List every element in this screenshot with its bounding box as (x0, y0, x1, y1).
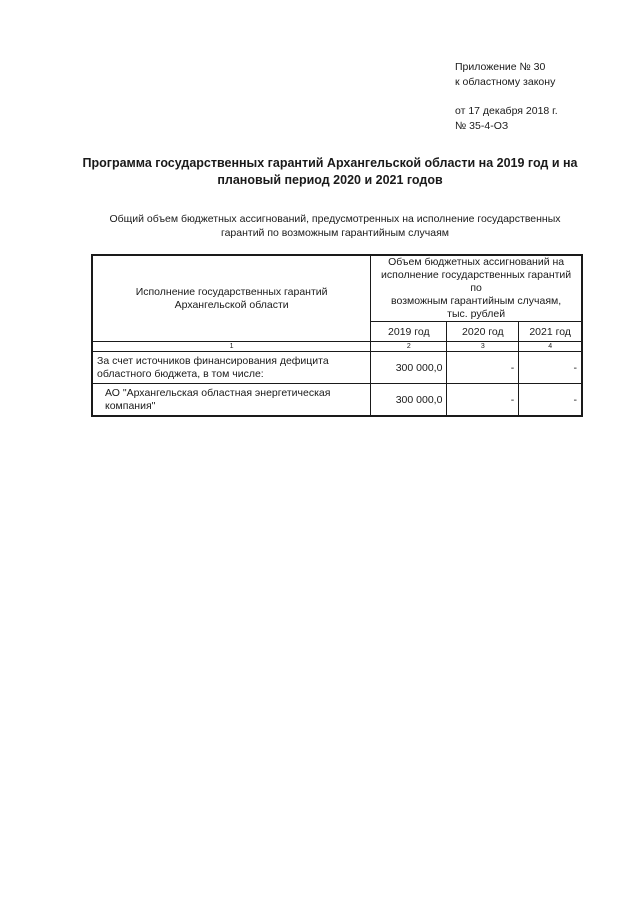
year-2020: 2020 год (447, 322, 519, 342)
row-name-line: За счет источников финансирования дефицита (97, 354, 329, 367)
value-2019: 300 000,0 (371, 352, 447, 384)
appendix-date: от 17 декабря 2018 г. (455, 105, 558, 117)
header-text: возможным гарантийным случаям, (391, 295, 562, 307)
column-number: 1 (92, 342, 371, 352)
year-2019: 2019 год (371, 322, 447, 342)
table-caption (95, 212, 575, 240)
guarantees-table (91, 254, 583, 417)
value-2020: - (447, 352, 519, 384)
value-2021: - (519, 352, 582, 384)
title-line: Программа государственных гарантий Архангельской области на 2019 год и на (82, 156, 578, 170)
table-row (92, 352, 582, 384)
value-2020: - (447, 384, 519, 417)
header-text: Архангельской области (174, 298, 289, 311)
table-row (92, 384, 582, 417)
document-title (80, 155, 580, 189)
column-number: 4 (519, 342, 582, 352)
row-name-line: компания" (105, 399, 156, 412)
caption-line: гарантий по возможным гарантийным случаям (220, 227, 450, 239)
value-2019: 300 000,0 (371, 384, 447, 417)
column-numbers-row (92, 342, 582, 352)
appendix-gap (455, 90, 558, 104)
row-name (92, 384, 371, 417)
appendix-line: Приложение № 30 (455, 61, 546, 73)
row-name (92, 352, 371, 384)
table-header-row (92, 255, 582, 322)
header-text: Исполнение государственных гарантий (135, 285, 328, 298)
header-text: тыс. рублей (447, 308, 506, 320)
header-execution (92, 255, 371, 342)
header-text: исполнение государственных гарантий по (381, 269, 572, 294)
header-volume (371, 255, 582, 322)
appendix-law-number: № 35-4-ОЗ (455, 120, 509, 132)
header-text: Объем бюджетных ассигнований на (388, 256, 565, 268)
column-number: 2 (371, 342, 447, 352)
appendix-header (455, 60, 558, 134)
column-number: 3 (447, 342, 519, 352)
year-2021: 2021 год (519, 322, 582, 342)
title-line: плановый период 2020 и 2021 годов (217, 173, 443, 187)
value-2021: - (519, 384, 582, 417)
appendix-line: к областному закону (455, 76, 556, 88)
row-name-line: областного бюджета, в том числе: (97, 367, 264, 380)
row-name-line: АО "Архангельская областная энергетическая (105, 386, 331, 399)
caption-line: Общий объем бюджетных ассигнований, предусмотренных на исполнение государственных (109, 213, 561, 225)
